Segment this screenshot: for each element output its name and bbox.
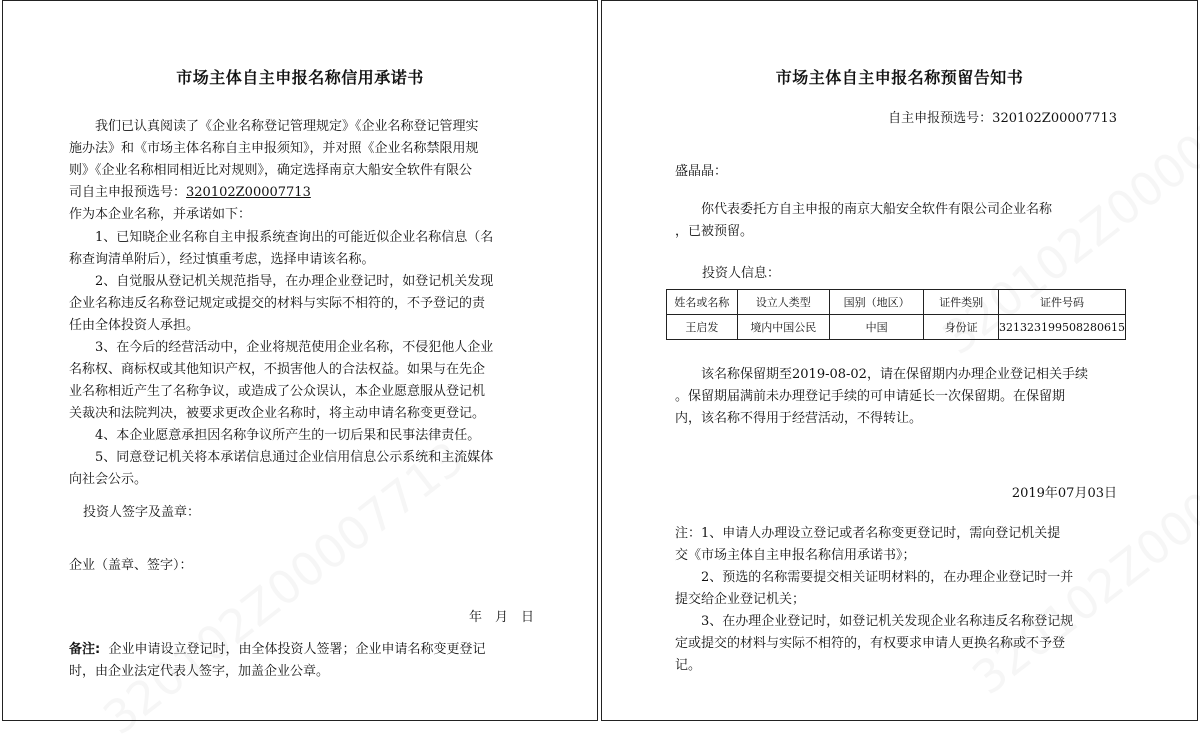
commitment-item: 3、在今后的经营活动中，企业将规范使用企业名称，不侵犯他人企业 名称权、商标权或其他知识产权，不损害他人的合法权益。如果与在先企 业名称相近产生了名称争议，或造成了公众误认，本企业愿意服从登记机 关裁决和法院判决，被要求更改企业名称时，将主动申请名称变更登记。 [69,340,494,421]
commitment-item: 4、本企业愿意承担因名称争议所产生的一切后果和民事法律责任。 [95,428,481,443]
table-cell: 身份证 [924,315,999,340]
commitment-item: 5、同意登记机关将本承诺信息通过企业信用信息公示系统和主流媒体 向社会公示。 [69,450,494,487]
table-header: 国别（地区） [829,290,923,315]
reservation-notice: 你代表委托方自主申报的南京大船安全软件有限公司企业名称 ，已被预留。 [675,202,1053,239]
note-item: 3、在办理企业登记时，如登记机关发现企业名称违反名称登记规 定或提交的材料与实际不相符的，有权要求申请人更换名称或不予登 记。 [675,614,1074,673]
notice-notes [675,523,1145,677]
investor-info-label: 投资人信息： [702,266,781,281]
table-header: 姓名或名称 [667,290,738,315]
table-header: 证件类别 [924,290,999,315]
table-header: 证件号码 [999,290,1126,315]
investor-table [666,289,1126,340]
intro-end: 作为本企业名称，并承诺如下： [69,207,252,222]
notice-date: 2019年07月03日 [1011,486,1117,501]
commitment-letter-page [2,0,598,721]
table-header-row [667,290,1126,315]
table-header: 设立人类型 [737,290,829,315]
note-item: 注：1、申请人办理设立登记或者名称变更登记时，需向登记机关提 交《市场主体自主申报名称信用承诺书》； [675,526,1061,563]
company-signature-label: 企业（盖章、签字）： [69,558,193,573]
note-item: 2、预选的名称需要提交相关证明材料的，在办理企业登记时一并 提交给企业登记机关； [675,570,1074,607]
intro-line: 施办法》和《市场主体名称自主申报须知》，并对照《企业名称禁限用规 [69,141,479,156]
table-row [667,315,1126,340]
preselect-label: 自主申报预选号：320102Z00007713 [888,111,1117,126]
remarks: 备注: 企业申请设立登记时，由全体投资人签署；企业申请名称变更登记 时，由企业法定代表人签字，加盖企业公章。 [69,642,486,679]
retention-notice: 该名称保留期至2019-08-02，请在保留期内办理企业登记相关手续 。保留期届满前未办理登记手续的可申请延长一次保留期。在保留期 内，该名称不得用于经营活动，不得转让。 [675,367,1088,426]
remarks-label: 备注: [69,642,101,657]
commitment-item: 2、自觉服从登记机关规范指导，在办理企业登记时，如登记机关发现 企业名称违反名称登记规定或提交的材料与实际不相符的，不予登记的责 任由全体投资人承担。 [69,274,494,333]
date-placeholder: 年 月 日 [469,610,535,625]
intro-line: 则》《企业名称相同相近比对规则》，确定选择南京大船安全软件有限公 [69,163,473,178]
addressee: 盛晶晶： [675,164,728,179]
reservation-notice-page [601,0,1198,721]
commitment-items [69,227,549,491]
intro-line: 司自主申报预选号： [69,185,187,200]
table-cell: 王启发 [667,315,738,340]
table-cell: 321323199508280615 [999,315,1126,340]
intro-line: 我们已认真阅读了《企业名称登记管理规定》《企业名称登记管理实 [95,119,479,134]
notice-title: 市场主体自主申报名称预留告知书 [775,68,1024,87]
investor-signature-label: 投资人签字及盖章： [83,505,201,520]
commitment-title: 市场主体自主申报名称信用承诺书 [176,68,424,87]
preselect-number: 320102Z00007713 [186,185,311,200]
commitment-item: 1、已知晓企业名称自主申报系统查询出的可能近似企业名称信息（名 称查询清单附后），经过慎重考虑，选择申请该名称。 [69,230,494,267]
table-cell: 境内中国公民 [737,315,829,340]
commitment-intro [69,116,549,226]
table-cell: 中国 [829,315,923,340]
